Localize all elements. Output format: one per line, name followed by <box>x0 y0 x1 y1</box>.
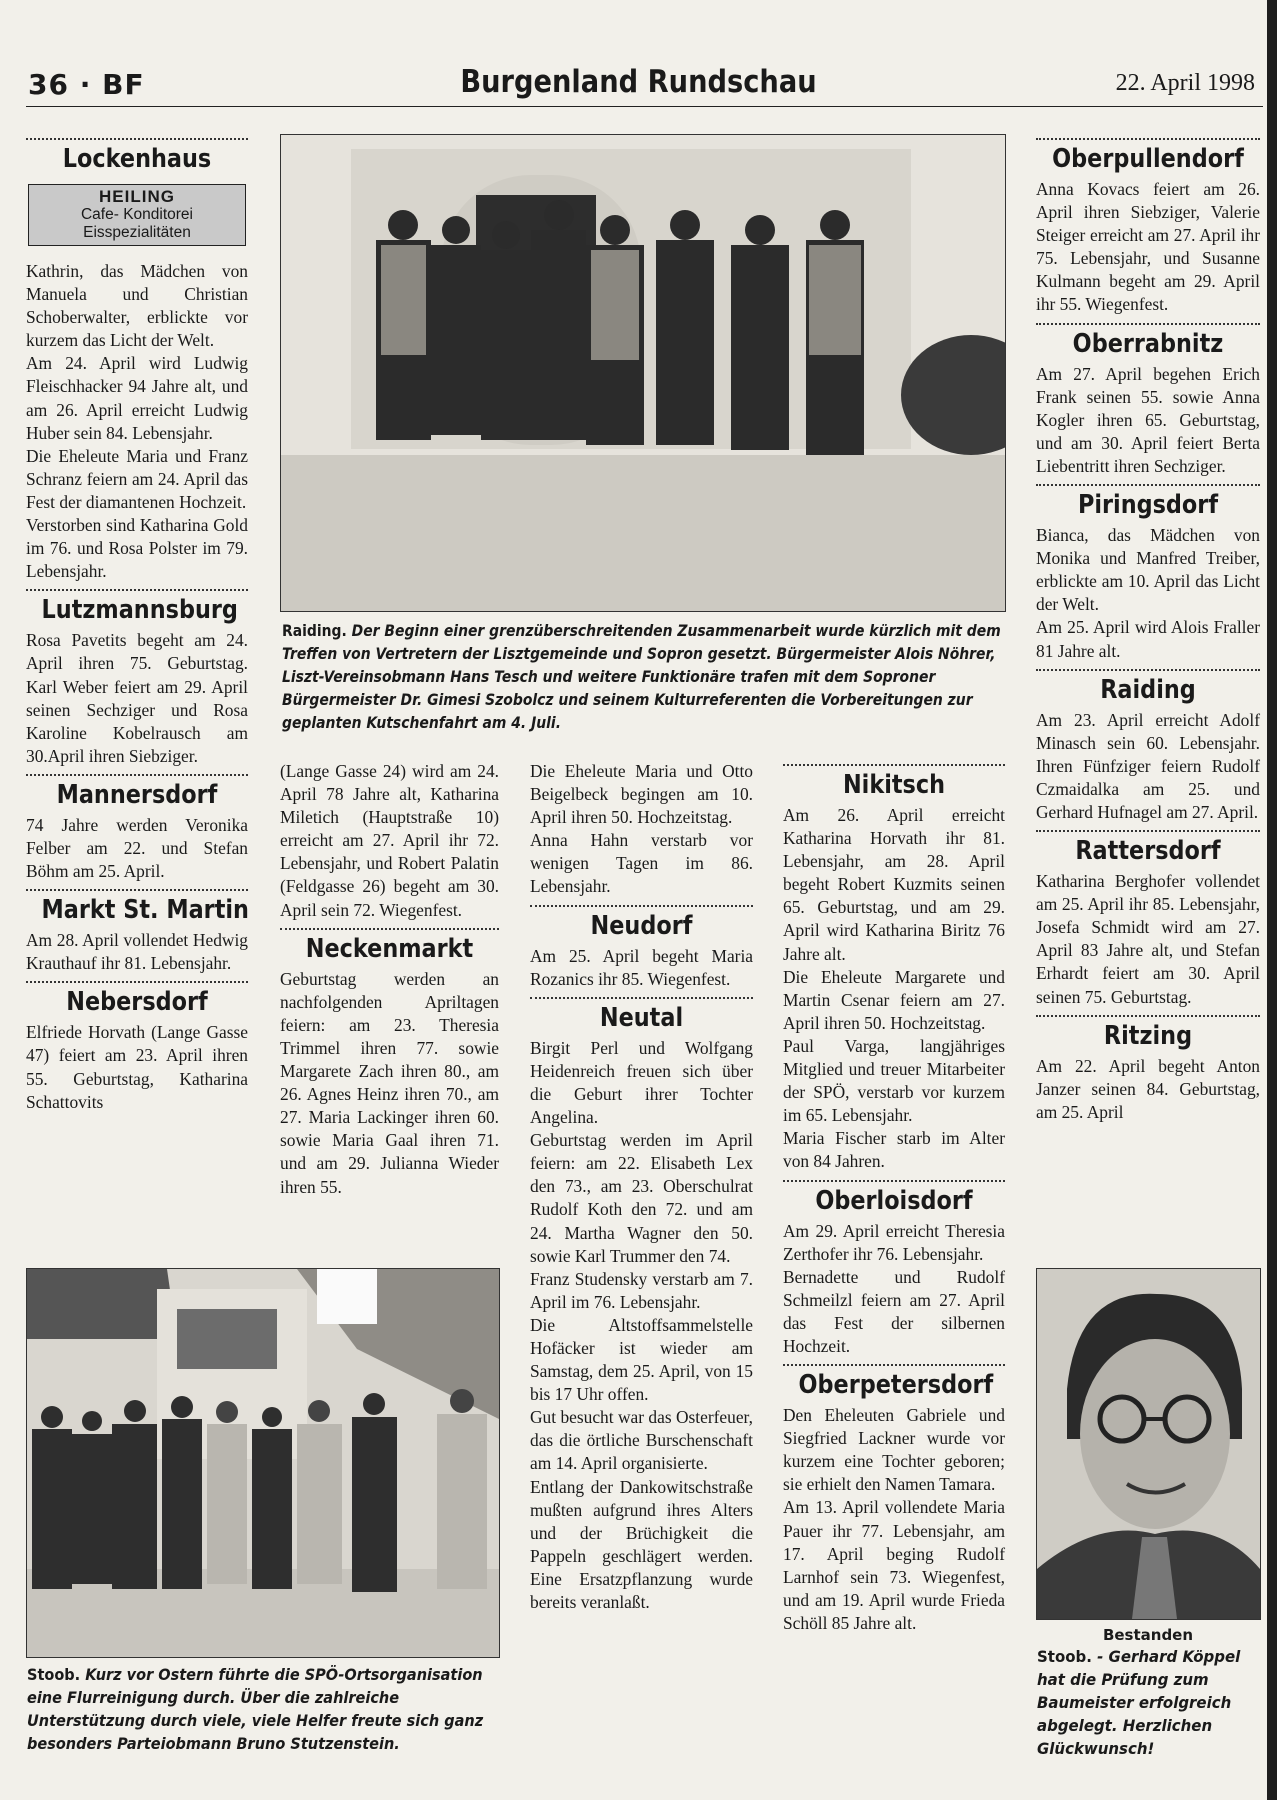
column-1 <box>26 132 248 1114</box>
article-paragraph: Am 24. April wird Ludwig Fleischhacker 94 Jahre alt, und am 26. April erreicht Ludwig Huber sein 84. Lebensjahr. <box>26 353 248 443</box>
issue-date: 22. April 1998 <box>1115 70 1255 96</box>
ad-line: Eisspezialitäten <box>83 224 191 241</box>
article-paragraph: Die Altstoffsammelstelle Hofäcker ist wieder am Samstag, dem 25. April, von 15 bis 17 Uhr offen. <box>530 1314 753 1405</box>
portrait-image <box>1037 1269 1260 1619</box>
article-paragraph: Die Eheleute Maria und Otto Beigelbeck begingen am 10. April ihren 50. Hochzeitstag. <box>530 761 753 828</box>
caption-place: Stoob. <box>27 1666 81 1684</box>
heiling-ad <box>28 184 246 246</box>
article-paragraph: Am 23. April erreicht Adolf Minasch sein 60. Lebensjahr. Ihren Fünfziger feiern Rudolf Czmaidalka am 25. und Gerhard Hufnagel am 27. April. <box>1036 709 1260 822</box>
ad-brand: HEILING <box>99 187 175 206</box>
stoob-photo-caption <box>27 1664 492 1756</box>
portrait-photo <box>1036 1268 1261 1620</box>
caption-text: Kurz vor Ostern führte die SPÖ-Ortsorganisation eine Flurreinigung durch. Über die zahlreiche Unterstützung durch viele, viele Helfer freute sich ganz besonders Parteiobmann Bruno Stutzenstein. <box>27 1666 484 1753</box>
section-divider <box>783 764 1005 766</box>
stoob-group-photo <box>26 1268 500 1658</box>
section-divider <box>26 889 248 891</box>
masthead-rule <box>26 106 1263 107</box>
section-title-oberpetersdorf: Oberpetersdorf <box>798 1370 994 1401</box>
section-divider <box>530 997 753 999</box>
section-title-raiding: Raiding <box>1100 674 1196 705</box>
article-paragraph: Am 29. April erreicht Theresia Zerthofer ihr 76. Lebensjahr. <box>783 1220 1005 1264</box>
article-paragraph: Entlang der Dankowitschstraße mußten aufgrund ihres Alters und der Brüchigkeit die Pappeln geschlägert werden. Eine Ersatzpflanzung wurde bereits veranlaßt. <box>530 1476 753 1612</box>
section-divider <box>280 928 499 930</box>
section-title-lutzmannsburg: Lutzmannsburg <box>41 595 238 626</box>
article-paragraph: Geburtstag werden im April feiern: am 22. Elisabeth Lex den 73., am 23. Oberschulrat Rudolf Koth den 72. und am 24. Martha Wagner den 50. sowie Karl Trummer den 74. <box>530 1130 753 1266</box>
section-divider <box>783 1180 1005 1182</box>
article-paragraph: Den Eheleuten Gabriele und Siegfried Lackner wurde vor kurzem eine Tochter geboren; sie erhielt den Namen Tamara. <box>783 1405 1005 1495</box>
article-paragraph: Am 26. April erreicht Katharina Horvath ihr 81. Lebensjahr, am 28. April begeht Robert Kuzmits seinen 65. Geburtstag, und am 29. April wird Katharina Biritz 76 Jahre alt. <box>783 805 1005 964</box>
article-paragraph: Verstorben sind Katharina Gold im 76. und Rosa Polster im 79. Lebensjahr. <box>26 515 248 582</box>
page-spine <box>1267 0 1277 1800</box>
article-paragraph: Die Eheleute Margarete und Martin Csenar feiern am 27. April ihren 50. Hochzeitstag. <box>783 966 1005 1033</box>
article-paragraph: 74 Jahre werden Veronika Felber am 22. und Stefan Böhm am 25. April. <box>26 814 248 882</box>
column-3 <box>530 760 753 1614</box>
section-title-oberpullendorf: Oberpullendorf <box>1052 144 1244 174</box>
raiding-group-photo <box>280 134 1006 612</box>
article-paragraph: Am 28. April vollendet Hedwig Krauthauf ihr 81. Lebensjahr. <box>26 930 248 974</box>
article-paragraph: Katharina Berghofer vollendet am 25. April ihr 85. Lebensjahr, Josefa Schmidt wird am 27. April 83 Jahre alt, und Stefan Erhardt feiert am 30. April seinen 75. Geburtstag. <box>1036 871 1260 1007</box>
section-divider <box>26 774 248 776</box>
article-paragraph: Birgit Perl und Wolfgang Heidenreich freuen sich über die Geburt ihrer Tochter Angelina. <box>530 1037 753 1128</box>
section-title-rattersdorf: Rattersdorf <box>1075 836 1221 867</box>
section-divider <box>26 981 248 983</box>
article-paragraph: Am 25. April wird Alois Fraller 81 Jahre alt. <box>1036 617 1260 661</box>
section-title-oberloisdorf: Oberloisdorf <box>815 1185 973 1216</box>
article-paragraph: Am 27. April begehen Erich Frank seinen 55. sowie Anna Kogler ihren 65. Geburtstag, und am 30. April feiert Berta Liebentritt ihren Sechziger. <box>1036 363 1260 476</box>
section-divider <box>26 589 248 591</box>
caption-text: - Gerhard Köppel hat die Prüfung zum Baumeister erfolgreich abgelegt. Herzlichen Glückwunsch! <box>1037 1648 1241 1758</box>
article-paragraph: Am 13. April vollendete Maria Pauer ihr 77. Lebensjahr, am 17. April beging Rudolf Larnhof sein 73. Wiegenfest, und am 19. April wurde Frieda Schöll 85 Jahre alt. <box>783 1497 1005 1633</box>
article-paragraph: Kathrin, das Mädchen von Manuela und Christian Schoberwalter, erblickte vor kurzem das Licht der Welt. <box>26 261 248 351</box>
section-divider <box>1036 484 1260 486</box>
section-title-neudorf: Neudorf <box>590 910 693 941</box>
article-paragraph: Paul Varga, langjähriges Mitglied und treuer Mitarbeiter der SPÖ, verstarb vor kurzem im 65. Lebensjahr. <box>783 1035 1005 1126</box>
article-paragraph: Franz Studensky verstarb am 7. April im 76. Lebensjahr. <box>530 1268 753 1312</box>
section-title-neutal: Neutal <box>599 1002 684 1033</box>
section-title-nebersdorf: Nebersdorf <box>66 987 208 1018</box>
section-divider <box>530 905 753 907</box>
caption-place: Stoob. <box>1037 1648 1092 1666</box>
section-title-piringsdorf: Piringsdorf <box>1077 490 1219 521</box>
caption-text: Der Beginn einer grenzüberschreitenden Zusammenarbeit wurde kürzlich mit dem Treffen von Vertretern der Lisztgemeinde und Sopron gesetzt. Bürgermeister Alois Nöhrer, Liszt-Vereinsobmann Hans Tesch und weitere Funktionäre trafen mit dem Soproner Bürgermeister Dr. Gimesi Szobolcz und seinem Kulturreferenten die Vorbereitungen zur geplanten Kutschenfahrt am 4. Juli. <box>282 622 1001 732</box>
photo-cleanup-image <box>27 1269 499 1657</box>
section-title-ritzing: Ritzing <box>1103 1020 1193 1051</box>
article-paragraph: Am 25. April begeht Maria Rozanics ihr 85. Wiegenfest. <box>530 945 753 989</box>
section-divider <box>1036 1015 1260 1017</box>
section-title-neckenmarkt: Neckenmarkt <box>305 933 474 964</box>
article-paragraph: Bernadette und Rudolf Schmeilzl feiern am 27. April das Fest der silbernen Hochzeit. <box>783 1266 1005 1356</box>
caption-place: Raiding. <box>282 622 347 640</box>
article-paragraph: Die Eheleute Maria und Franz Schranz feiern am 24. April das Fest der diamantenen Hochzeit. <box>26 445 248 512</box>
article-paragraph: Anna Hahn verstarb vor wenigen Tagen im 86. Lebensjahr. <box>530 830 753 897</box>
bestanden-heading: Bestanden <box>1102 1626 1194 1644</box>
section-divider <box>783 1364 1005 1366</box>
article-paragraph: Elfriede Horvath (Lange Gasse 47) feiert am 23. April ihren 55. Geburtstag, Katharina Schattovits <box>26 1022 248 1112</box>
article-paragraph: Anna Kovacs feiert am 26. April ihren Siebziger, Valerie Steiger erreicht am 27. April ihr 75. Lebensjahr, und Susanne Kulmann begeht am 29. April ihr 55. Wiegenfest. <box>1036 179 1260 315</box>
column-2 <box>280 760 499 1199</box>
raiding-photo-caption <box>282 620 1005 735</box>
section-divider <box>1036 323 1260 325</box>
article-paragraph: (Lange Gasse 24) wird am 24. April 78 Jahre alt, Katharina Miletich (Hauptstraße 10) erreicht am 27. April ihr 72. Lebensjahr, und Robert Palatin (Feldgasse 26) begeht am 30. April sein 72. Wiegenfest. <box>280 761 499 920</box>
photo-group-image <box>281 135 1005 611</box>
article-paragraph: Maria Fischer starb im Alter von 84 Jahren. <box>783 1128 1005 1172</box>
ad-line: Cafe- Konditorei <box>80 206 193 223</box>
section-title-lockenhaus: Lockenhaus <box>62 144 212 174</box>
column-5 <box>1036 132 1260 1124</box>
article-paragraph: Geburtstag werden an nachfolgenden Apriltagen feiern: am 23. Theresia Trimmel ihren 77. sowie Margarete Zach ihren 80., am 26. Agnes Heinz ihren 70., am 27. Maria Lackinger ihren 60. sowie Maria Gaal ihren 71. und am 29. Julianna Wieder ihren 55. <box>280 968 499 1197</box>
section-divider <box>1036 669 1260 671</box>
bestanden-caption <box>1037 1646 1258 1761</box>
article-paragraph: Bianca, das Mädchen von Monika und Manfred Treiber, erblickte am 10. April das Licht der Welt. <box>1036 525 1260 615</box>
article-paragraph: Rosa Pavetits begeht am 24. April ihren 75. Geburtstag. Karl Weber feiert am 29. April seinen Sechziger und Rosa Karoline Kobelrausch am 30.April ihren Siebziger. <box>26 630 248 766</box>
section-title-markt-st-martin: Markt St. Martin <box>41 895 249 926</box>
section-title-oberrabnitz: Oberrabnitz <box>1072 328 1224 359</box>
section-divider <box>26 138 248 140</box>
article-paragraph: Am 22. April begeht Anton Janzer seinen 84. Geburtstag, am 25. April <box>1036 1055 1260 1122</box>
newspaper-title: Burgenland Rundschau <box>460 64 817 100</box>
section-divider <box>1036 830 1260 832</box>
section-divider <box>1036 138 1260 140</box>
page-number: 36 · BF <box>28 68 145 101</box>
column-4 <box>783 758 1005 1635</box>
article-paragraph: Gut besucht war das Osterfeuer, das die örtliche Burschenschaft am 14. April organisierte. <box>530 1407 753 1474</box>
section-title-mannersdorf: Mannersdorf <box>56 779 218 810</box>
section-title-nikitsch: Nikitsch <box>842 770 946 800</box>
